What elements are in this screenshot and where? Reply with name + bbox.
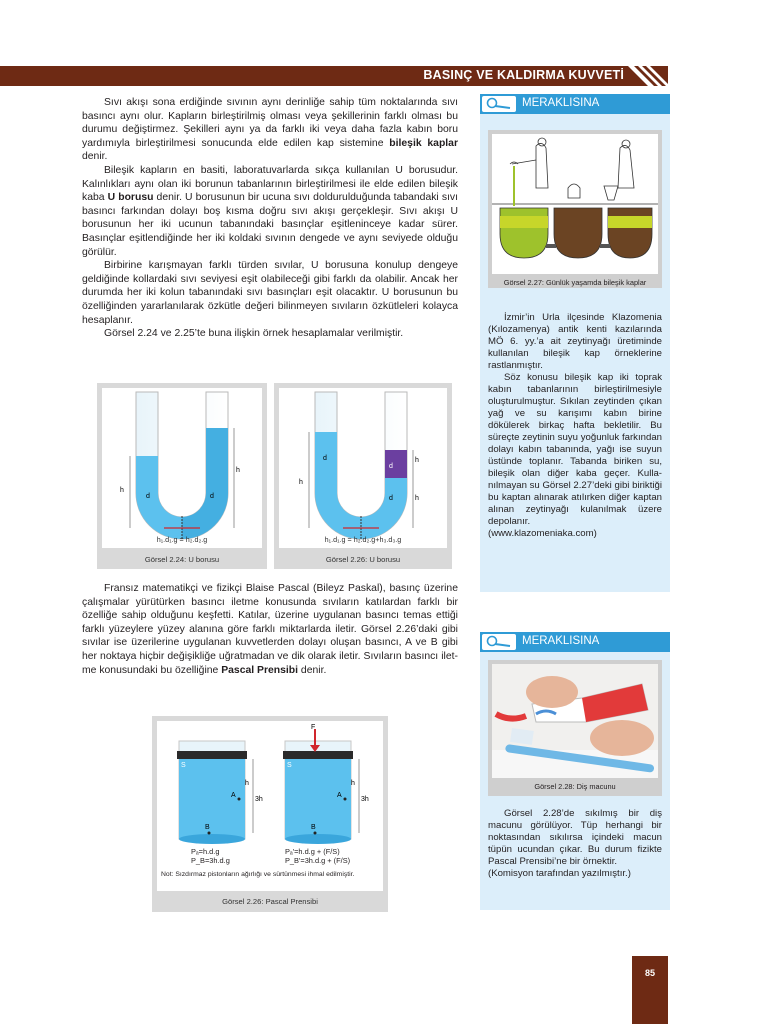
figure-2-26 bbox=[152, 716, 388, 912]
label-d1-b: d bbox=[323, 455, 327, 462]
sidebar-1-figure-frame bbox=[488, 130, 662, 288]
label-3h-right: 3h bbox=[361, 796, 369, 803]
label-b-right: B bbox=[311, 824, 316, 831]
sidebar-meraklisina-1 bbox=[480, 94, 670, 592]
term-bilesik-kaplar: bileşik kaplar bbox=[389, 137, 458, 149]
sidebar-1-title: MERAKLISINA bbox=[522, 97, 600, 109]
label-h1: h bbox=[120, 487, 124, 494]
u-tube-diagram-2 bbox=[279, 388, 447, 548]
label-f: F bbox=[311, 724, 316, 731]
label-h2: h bbox=[236, 467, 240, 474]
pascal-left-formulas: Pₐ=h.d.g P_B=3h.d.g bbox=[191, 847, 230, 865]
label-h2-b: h bbox=[415, 495, 419, 502]
label-3h-left: 3h bbox=[255, 796, 263, 803]
sidebar-meraklisina-2 bbox=[480, 632, 670, 910]
figure-2-24-canvas bbox=[102, 388, 262, 548]
sidebar-2-source: (Komisyon tarafından yazılmıştır.) bbox=[488, 868, 631, 879]
figure-2-26-caption: Görsel 2.26: Pascal Prensibi bbox=[222, 897, 318, 906]
paragraph-5: Fransız matematikçi ve fizikçi Blaise Pascal (Bileyz Paskal), basınç üzerine çalışmalar yürütürken basıncı iletme konusunda sıvıların katılardan farklı bir özelliğe sahip olduğunu keşfetti. Katılar, üzerine uygulanan basıncı temas ettiği farklı yüzeylere yüzey alanına göre farklı miktarlarda iletir. Görsel 2.26’daki gibi sıvılar ise üzerilerine uygulanan kuvvetlerden dolayı oluşan basıncı, A ve B gibi her noktaya hiçbir değişikliğe uğratmadan ve dik olarak iletir. Sıvıların basıncı iletme konusundaki bu özelliğine Pascal Prensibi denir. bbox=[82, 583, 458, 676]
label-d2-b: d bbox=[389, 495, 393, 502]
paragraph-1: Sıvı akışı sona erdiğinde sıvının aynı derinliğe sahip tüm noktalarında sıvı basıncı aynı olur. Kapların birleştirilmiş olması veya şekillerinin farklı olması bu durumu değiştirmez. Şekilleri aynı ya da farklı iki veya daha fazla kabın boru yardımıyla birleştirilmesi sonucunda elde edilen kap sistemine bileşik kaplar denir. bbox=[82, 97, 458, 163]
main-text-block-1 bbox=[82, 96, 458, 341]
page-number-tab bbox=[632, 956, 668, 1024]
sidebar-1-header bbox=[480, 94, 670, 114]
label-b-left: B bbox=[205, 824, 210, 831]
magnifier-icon bbox=[482, 634, 516, 650]
label-d3: d bbox=[389, 463, 393, 470]
pascal-diagram bbox=[157, 721, 383, 851]
paragraph-4: Görsel 2.24 ve 2.25’te buna ilişkin örnek hesaplamalar verilmiştir. bbox=[104, 328, 404, 340]
figure-2-24-caption: Görsel 2.24: U borusu bbox=[144, 555, 220, 564]
main-text-block-2 bbox=[82, 582, 458, 677]
sidebar-1-para-2: Söz konusu bileşik kap iki toprak kabın tabanlarının birleştirilmesiyle oluşturulmuştur. Sıkılan zeytinden çıkan yağ ve su karışımı kabın birine dökülerek birkaç hafta bekletilir. Bu süreçte zeytinin suyu yoğunluk farkından dolayı kabın tabanında, yağı ise suyun üstünde toplanır. Tabanda biriken su, bileşik olan diğer kaba geçer. Kullanılmayan su Görsel 2.27’deki gibi biriktiği bu kaptan alınarak atılırken diğer kaptan alınan zeytinyağı kulanılmak üzere depolanır. bbox=[488, 372, 662, 527]
term-pascal-prensibi: Pascal Prensibi bbox=[221, 664, 299, 676]
sidebar-2-para-1: Görsel 2.28’de sıkılmış bir diş macunu görülüyor. Tüp herhangi bir noktasından sıkılırsa içindeki macun tüpün ucundan çıkar. Bu durum fizikte Pascal Prensibi’ne bir örnektir. bbox=[488, 808, 662, 867]
sidebar-2-figure-frame bbox=[488, 660, 662, 796]
figure-2-24 bbox=[97, 383, 267, 569]
chapter-title: BASINÇ VE KALDIRMA KUVVETİ bbox=[423, 68, 624, 82]
sidebar-2-caption: Görsel 2.28: Diş macunu bbox=[534, 782, 616, 791]
figure-2-25-caption: Görsel 2.26: U borusu bbox=[325, 555, 401, 564]
label-s-right: S bbox=[287, 762, 292, 769]
sidebar-1-text bbox=[488, 312, 662, 540]
paragraph-3: Birbirine karışmayan farklı türden sıvılar, U borusuna konulup dengeye geldiğinde kollardaki sıvı seviyesi eşit olabileceği gibi farklı da olabilir. Ancak her durumda her iki kolun tabanındaki sıvı basınçları eşit olacaktır. U borusunun bu özelliğinden yararlanılarak özkütle değeri bilinmeyen sıvıların özkütleleri kolayca hesaplanır. bbox=[82, 260, 458, 326]
label-h-right: h bbox=[351, 780, 355, 787]
label-h1-b: h bbox=[299, 479, 303, 486]
pascal-right-formulas: Pₐ'=h.d.g + (F/S) P_B'=3h.d.g + (F/S) bbox=[285, 847, 351, 865]
figure-2-25 bbox=[274, 383, 452, 569]
label-d2: d bbox=[210, 493, 214, 500]
toothpaste-photo bbox=[492, 664, 658, 778]
magnifier-icon bbox=[482, 96, 516, 112]
page-number: 85 bbox=[644, 968, 655, 978]
ancient-vessels-illustration bbox=[492, 134, 658, 274]
label-h3: h bbox=[415, 457, 419, 464]
figure-2-24-formula: h₁.d₁.g = h₂.d₂.g bbox=[156, 535, 208, 544]
sidebar-1-caption: Görsel 2.27: Günlük yaşamda bileşik kaplar bbox=[503, 278, 647, 287]
sidebar-2-text bbox=[488, 808, 662, 880]
term-u-borusu: U borusu bbox=[107, 192, 154, 204]
figure-2-25-canvas bbox=[279, 388, 447, 548]
label-a-left: A bbox=[231, 792, 236, 799]
label-d1: d bbox=[146, 493, 150, 500]
sidebar-2-title: MERAKLISINA bbox=[522, 635, 600, 647]
label-a-right: A bbox=[337, 792, 342, 799]
header-stripes-decoration bbox=[628, 66, 668, 86]
u-tube-diagram-1 bbox=[102, 388, 262, 548]
sidebar-1-source: (www.klazomeniaka.com) bbox=[488, 528, 597, 539]
label-h-left: h bbox=[245, 780, 249, 787]
sidebar-1-para-1: İzmir’in Urla ilçesinde Klazomenia (Kılozamenya) antik kenti kazılarında MÖ 6. yy.’a ait zeytinyağı üretiminde kullanılan bileşik kap örneklerine rastlanmıştır. bbox=[488, 312, 662, 371]
figure-2-26-canvas bbox=[157, 721, 383, 891]
paragraph-2: Bileşik kapların en basiti, laboratuvarlarda sıkça kullanılan U borusudur. Kalınlıkları aynı olan iki borunun tabanlarının birleştirilmesi ile elde edilen bileşik kaba U borusu denir. U borusunun bir ucuna sıvı doldurulduğunda tabandaki sıvı basıncı farkından dolayı boş kısma doğru sıvı akışı gerçekleşir. Sıvı akışı U borusunun her iki ucunun tabanındaki basınçlar eşitleninceye kadar sürer. Basınçlar eşitlendiğinde her iki koldaki sıvının dengede ve aynı seviyede olduğu görülür. bbox=[82, 164, 459, 258]
sidebar-2-header bbox=[480, 632, 670, 652]
pascal-note: Not: Sızdırmaz pistonların ağırlığı ve sürtünmesi ihmal edilmiştir. bbox=[161, 871, 355, 878]
figure-2-25-formula: h₁.d₁.g = h₂.d₂.g+h₃.d₃.g bbox=[324, 535, 402, 544]
label-s-left: S bbox=[181, 762, 186, 769]
chapter-header-bar bbox=[0, 66, 668, 86]
